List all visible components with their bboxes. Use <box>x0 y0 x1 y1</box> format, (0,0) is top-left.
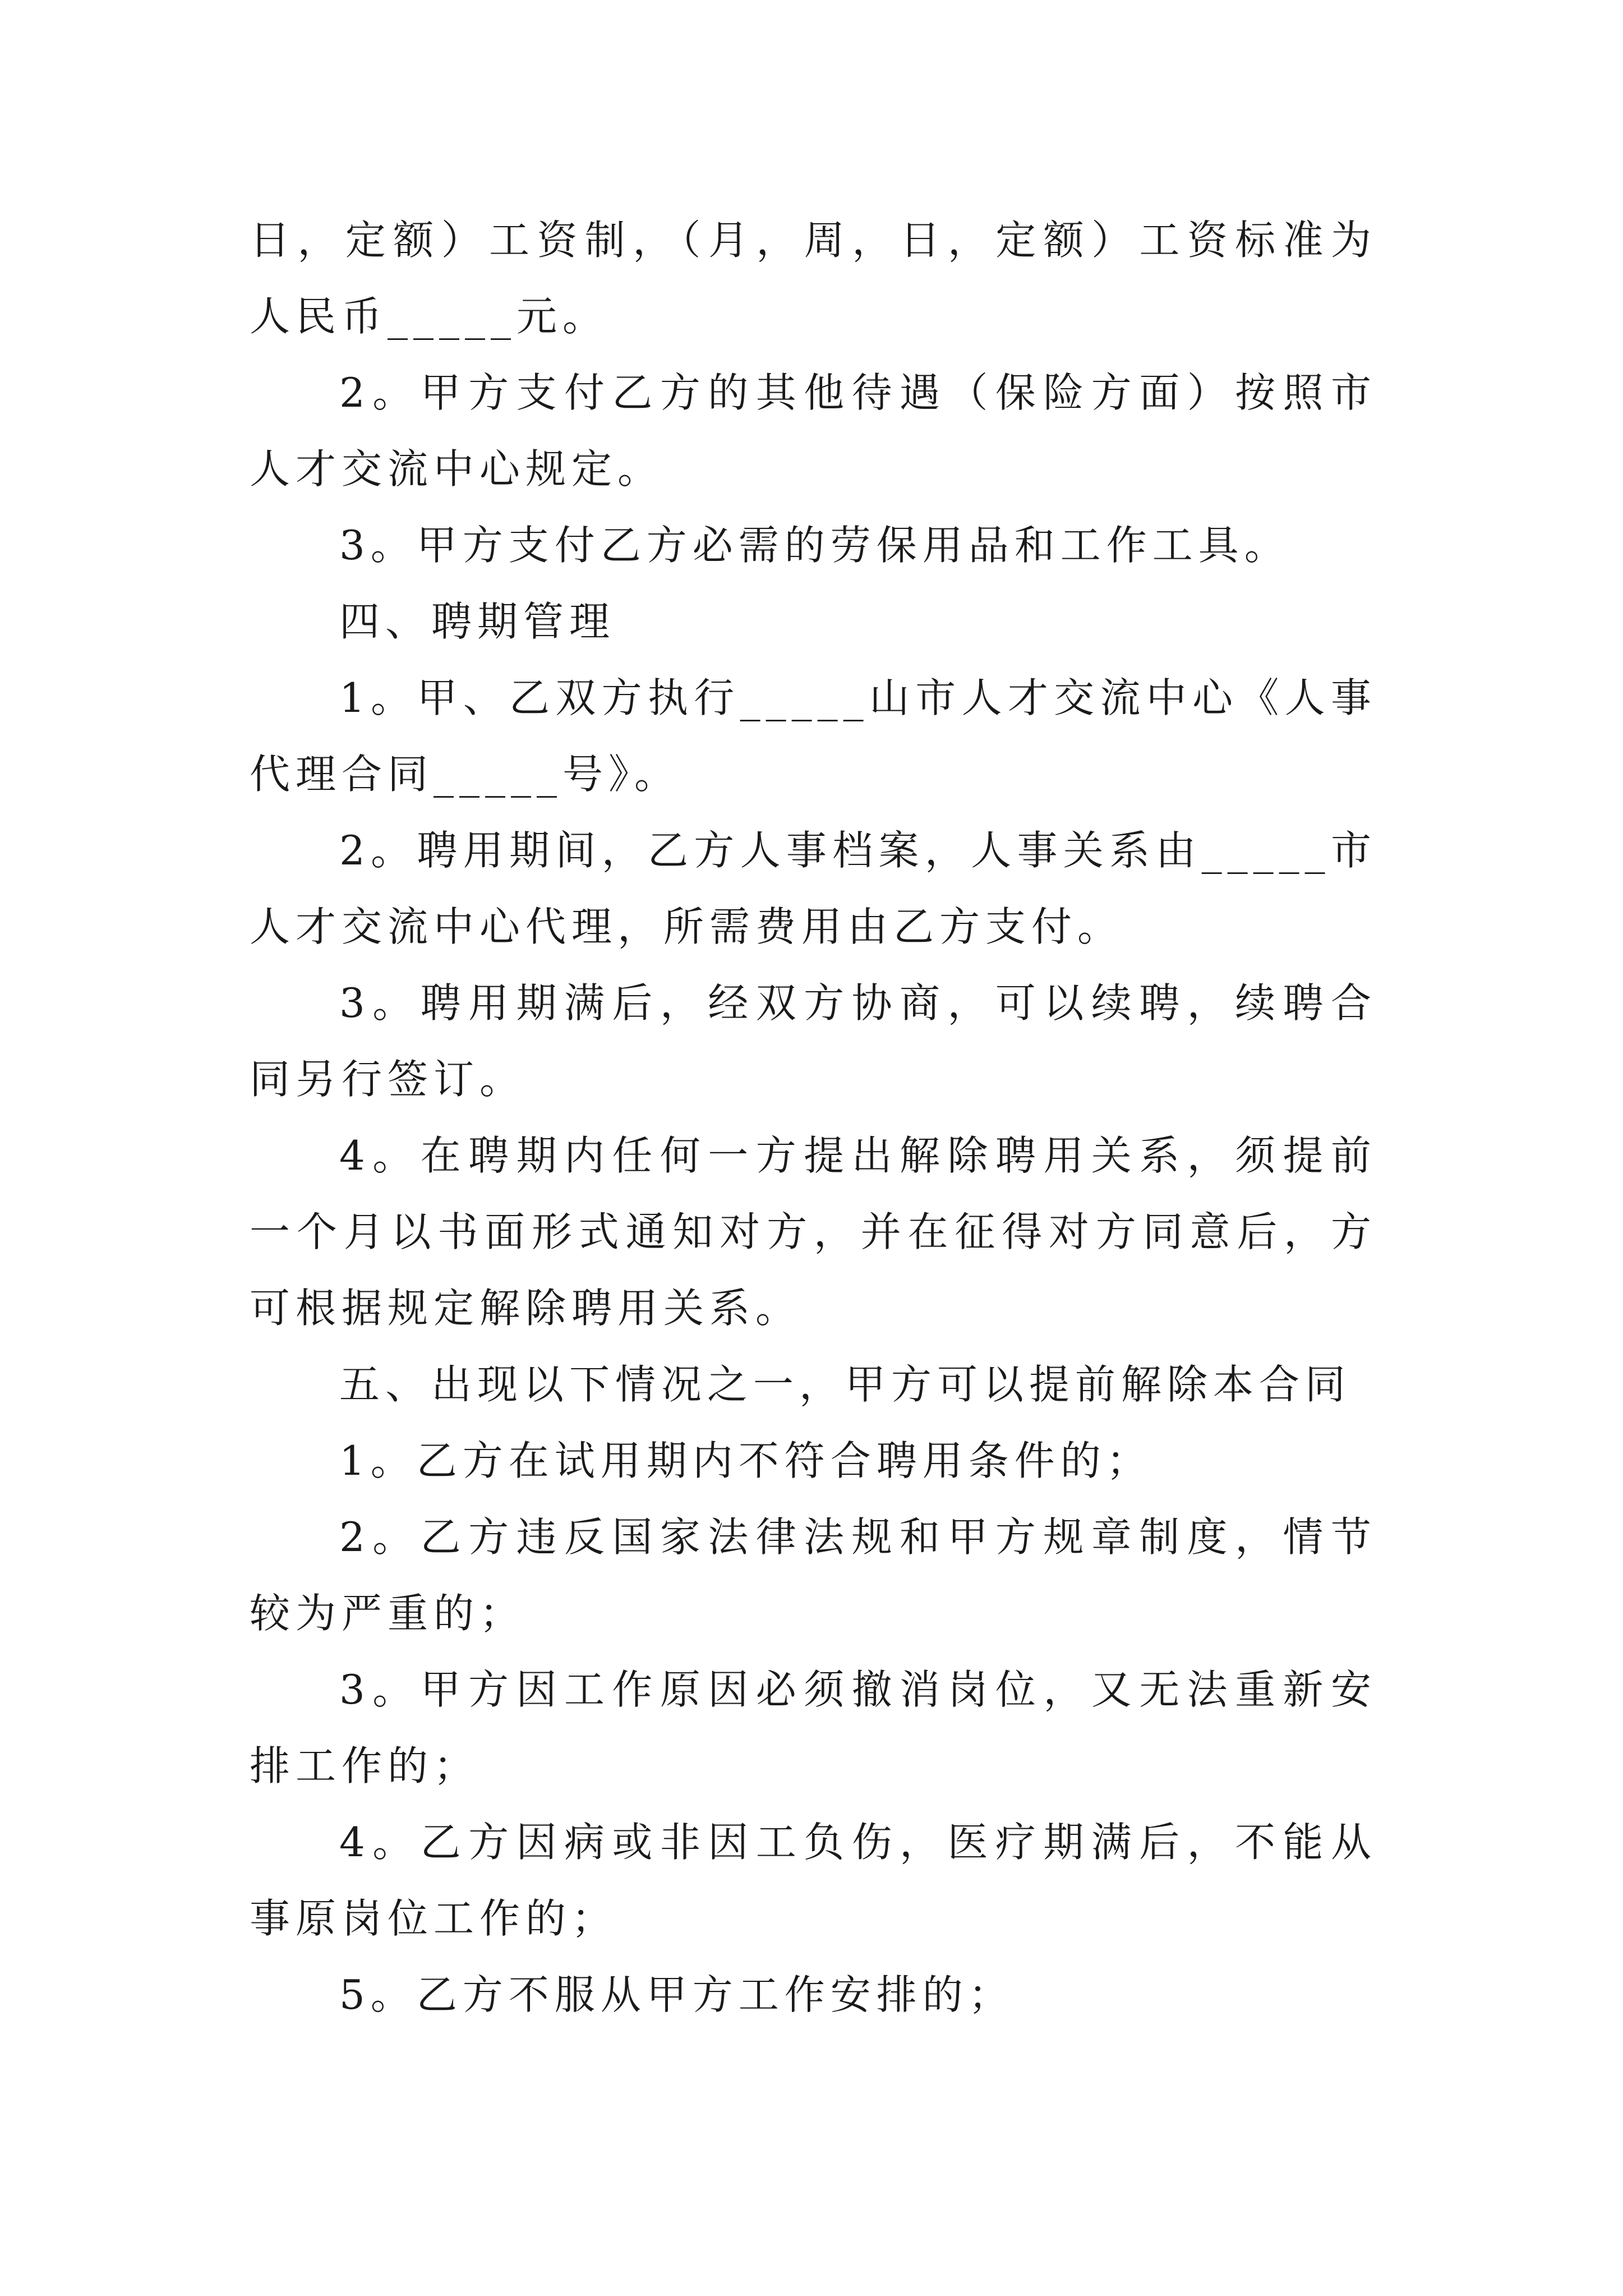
paragraph-renewal: 3。聘用期满后，经双方协商，可以续聘，续聘合同另行签订。 <box>250 979 1377 1103</box>
document-body <box>250 202 1377 2033</box>
list-item-position-cancelled: 3。甲方因工作原因必须撤消岗位，又无法重新安排工作的； <box>250 1666 1377 1789</box>
paragraph-labor-supplies: 3。甲方支付乙方必需的劳保用品和工作工具。 <box>339 522 1290 569</box>
list-item-illness: 4。乙方因病或非因工负伤，医疗期满后，不能从事原岗位工作的； <box>250 1819 1377 1942</box>
section-heading-early-termination: 五、出现以下情况之一，甲方可以提前解除本合同 <box>339 1361 1352 1408</box>
paragraph-other-benefits: 2。甲方支付乙方的其他待遇（保险方面）按照市人才交流中心规定。 <box>250 369 1377 493</box>
paragraph-agency-contract: 1。甲、乙双方执行_____山市人才交流中心《人事代理合同_____号》。 <box>250 674 1377 798</box>
list-item-insubordination: 5。乙方不服从甲方工作安排的； <box>339 1971 1015 2018</box>
paragraph-termination-notice: 4。在聘期内任何一方提出解除聘用关系，须提前一个月以书面形式通知对方，并在征得对方同意后，方可根据规定解除聘用关系。 <box>250 1132 1377 1332</box>
list-item-violation: 2。乙方违反国家法律法规和甲方规章制度，情节较为严重的； <box>250 1513 1377 1637</box>
list-item-probation: 1。乙方在试用期内不符合聘用条件的； <box>339 1437 1152 1484</box>
section-heading-term-management: 四、聘期管理 <box>339 598 616 645</box>
paragraph-personnel-files: 2。聘用期间，乙方人事档案，人事关系由_____市人才交流中心代理，所需费用由乙方支付。 <box>250 827 1377 950</box>
paragraph-wage-standard: 日，定额）工资制，（月，周，日，定额）工资标准为人民币_____元。 <box>250 217 1377 340</box>
